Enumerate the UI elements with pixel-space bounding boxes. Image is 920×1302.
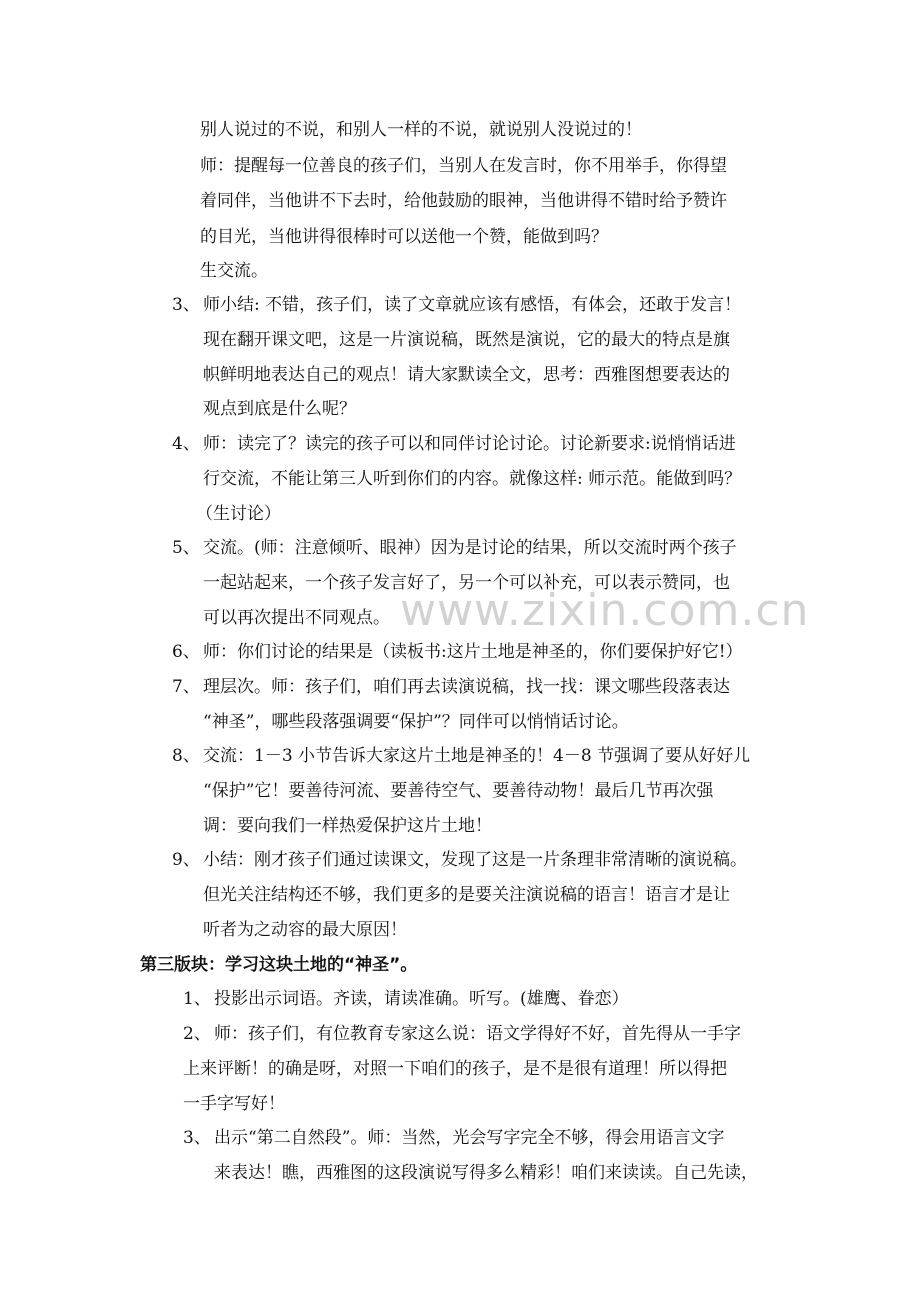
text-line: 师小结: 不错，孩子们，读了文章就应该有感悟，有体会，还敢于发言！ [203,295,742,315]
text-line: 小结：刚才孩子们通过读课文，发现了这是一片条理非常清晰的演说稿。 [203,850,747,870]
text-line: 一起站起来，一个孩子发言好了，另一个可以补充，可以表示赞同，也 [203,573,730,593]
item-number: 5、 [172,538,200,558]
text-line: 调：要向我们一样热爱保护这片土地！ [203,816,492,836]
text-line: 别人说过的不说，和别人一样的不说，就说别人没说过的！ [200,120,642,140]
text-line: 帜鲜明地表达自己的观点！请大家默读全文，思考：西雅图想要表达的 [203,365,730,385]
text-line: “保护”它！要善待河流、要善待空气、要善待动物！最后几节再次强 [203,781,714,801]
item-number: 7、 [172,677,200,697]
text-line: 师：你们讨论的结果是（读板书:这片土地是神圣的，你们要保护好它!） [203,642,743,662]
text-line: 但光关注结构还不够，我们更多的是要关注演说稿的语言！语言才是让 [203,885,730,905]
item-number: 3、 [183,1128,211,1148]
text-line: 的目光，当他讲得很棒时可以送他一个赞，能做到吗？ [200,227,608,247]
text-line: 交流：1－3 小节告诉大家这片土地是神圣的！4－8 节强调了要从好好儿 [203,746,751,766]
text-line: “神圣”，哪些段落强调要“保护”？同伴可以悄悄话讨论。 [203,712,629,732]
item-number: 3、 [172,295,200,315]
text-line: 观点到底是什么呢？ [203,399,356,419]
item-number: 2、 [183,1024,211,1044]
section-heading: 第三版块：学习这块土地的“神圣”。 [140,955,418,975]
text-line: 师：提醒每一位善良的孩子们，当别人在发言时，你不用举手，你得望 [200,156,727,176]
text-line: 听者为之动容的最大原因！ [203,920,407,940]
text-line: 生交流。 [200,261,268,281]
text-line: 现在翻开课文吧，这是一片演说稿，既然是演说，它的最大的特点是旗 [203,330,730,350]
text-line: 可以再次提出不同观点。 [203,608,390,628]
item-number: 9、 [172,850,200,870]
text-line: （生讨论） [196,504,281,524]
text-line: 上来评断！的确是呀，对照一下咱们的孩子，是不是很有道理！所以得把 [183,1059,727,1079]
text-line: 投影出示词语。齐读，请读准确。听写。(雄鹰、眷恋） [214,989,629,1009]
text-line: 一手字写好！ [183,1094,285,1114]
watermark: www.zixin.com.cn [400,585,810,636]
text-line: 交流。(师：注意倾听、眼神）因为是讨论的结果，所以交流时两个孩子 [203,538,737,558]
text-line: 师：读完了？读完的孩子可以和同伴讨论讨论。讨论新要求:说悄悄话进 [203,434,736,454]
item-number: 1、 [183,989,211,1009]
item-number: 8、 [172,746,200,766]
text-line: 行交流，不能让第三人听到你们的内容。就像这样: 师示范。能做到吗？ [203,469,742,489]
text-line: 理层次。师：孩子们，咱们再去读演说稿，找一找：课文哪些段落表达 [203,677,730,697]
text-line: 师：孩子们，有位教育专家这么说：语文学得好不好，首先得从一手字 [214,1024,741,1044]
text-line: 着同伴，当他讲不下去时，给他鼓励的眼神，当他讲得不错时给予赞许 [200,191,727,211]
item-number: 4、 [172,434,200,454]
text-line: 出示“第二自然段”。师：当然，光会写字完全不够，得会用语言文字 [214,1128,725,1148]
item-number: 6、 [172,642,200,662]
text-line: 来表达！瞧，西雅图的这段演说写得多么精彩！咱们来读读。自己先读， [214,1163,758,1183]
